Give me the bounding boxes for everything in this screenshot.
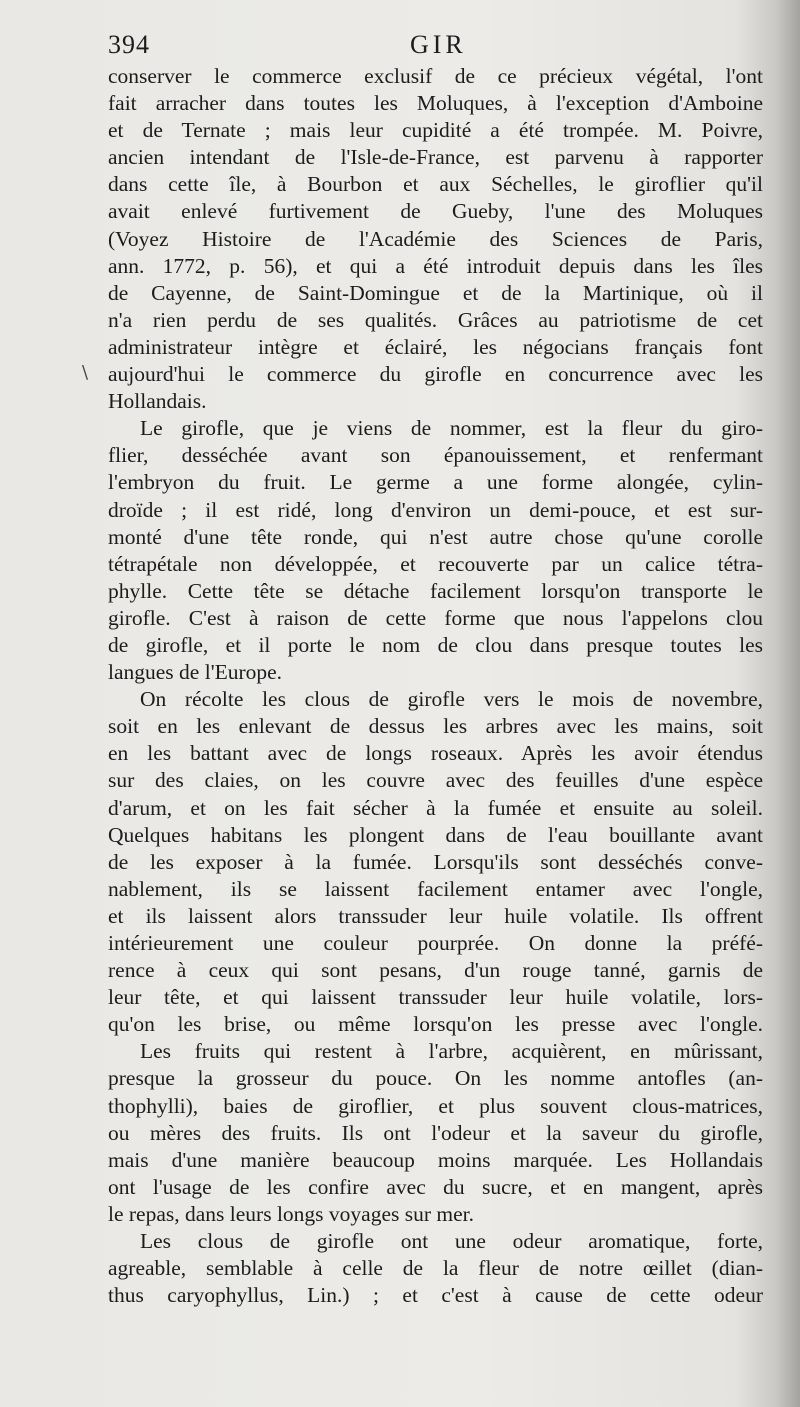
- text-line: agreable, semblable à celle de la fleur de notre œillet (dian-: [108, 1256, 763, 1281]
- text-line: ann. 1772, p. 56), et qui a été introduit depuis dans les îles: [108, 253, 763, 278]
- page-number: 394: [108, 30, 150, 59]
- text-line: mais d'une manière beaucoup moins marquée. Les Hollandais: [108, 1147, 763, 1172]
- text-line: administrateur intègre et éclairé, les négocians français font: [108, 334, 763, 359]
- text-line: droïde ; il est ridé, long d'environ un demi-pouce, et est sur-: [108, 497, 763, 522]
- text-line: de les exposer à la fumée. Lorsqu'ils sont desséchés conve-: [108, 849, 763, 874]
- margin-mark: \: [82, 362, 89, 383]
- text-line: intérieurement une couleur pourprée. On donne la préfé-: [108, 931, 763, 955]
- paragraph-end-line: langues de l'Europe.: [108, 660, 283, 685]
- text-line: conserver le commerce exclusif de ce précieux végétal, l'ont: [108, 64, 763, 88]
- text-line: aujourd'hui le commerce du girofle en concurrence avec les: [108, 362, 763, 387]
- text-line: nablement, ils se laissent facilement entamer avec l'ongle,: [108, 876, 763, 901]
- paragraph-end-line: Hollandais.: [108, 389, 207, 414]
- paragraph-end-line: le repas, dans leurs longs voyages sur mer.: [108, 1201, 475, 1226]
- text-line: thus caryophyllus, Lin.) ; et c'est à cause de cette odeur: [108, 1283, 763, 1308]
- text-line: de girofle, et il porte le nom de clou dans presque toutes les: [108, 632, 763, 657]
- text-line: ont l'usage de les confire avec du sucre, et en mangent, après: [108, 1174, 763, 1199]
- text-line: ancien intendant de l'Isle-de-France, est parvenu à rapporter: [108, 145, 763, 170]
- text-line: sur des claies, on les couvre avec des feuilles d'une espèce: [108, 768, 763, 793]
- text-line: tétrapétale non développée, et recouverte par un calice tétra-: [108, 551, 763, 576]
- running-head: GIR: [410, 30, 467, 59]
- text-line: de Cayenne, de Saint-Domingue et de la Martinique, où il: [108, 280, 763, 305]
- text-line: monté d'une tête ronde, qui n'est autre chose qu'une corolle: [108, 524, 763, 549]
- paragraph-first-line: Les fruits qui restent à l'arbre, acquièrent, en mûrissant,: [140, 1039, 763, 1064]
- text-line: flier, desséchée avant son épanouissement, et renfermant: [108, 443, 763, 468]
- text-line: (Voyez Histoire de l'Académie des Sciences de Paris,: [108, 226, 763, 251]
- text-line: et de Ternate ; mais leur cupidité a été trompée. M. Poivre,: [108, 118, 763, 143]
- text-line: en les battant avec de longs roseaux. Après les avoir étendus: [108, 741, 763, 766]
- text-line: phylle. Cette tête se détache facilement lorsqu'on transporte le: [108, 578, 763, 603]
- text-line: l'embryon du fruit. Le germe a une forme alongée, cylin-: [108, 470, 763, 495]
- text-line: dans cette île, à Bourbon et aux Séchelles, le giroflier qu'il: [108, 172, 763, 197]
- paragraph-first-line: On récolte les clous de girofle vers le mois de novembre,: [140, 687, 763, 712]
- text-line: qu'on les brise, ou même lorsqu'on les presse avec l'ongle.: [108, 1012, 763, 1037]
- page-header: [108, 30, 763, 62]
- paragraph-first-line: Le girofle, que je viens de nommer, est la fleur du giro-: [140, 416, 763, 441]
- text-line: ou mères des fruits. Ils ont l'odeur et la saveur du girofle,: [108, 1120, 763, 1145]
- text-line: rence à ceux qui sont pesans, d'un rouge tanné, garnis de: [108, 958, 763, 983]
- paragraph-first-line: Les clous de girofle ont une odeur aromatique, forte,: [140, 1229, 763, 1254]
- text-line: Quelques habitans les plongent dans de l'eau bouillante avant: [108, 822, 763, 847]
- text-line: fait arracher dans toutes les Moluques, à l'exception d'Amboine: [108, 91, 763, 116]
- text-line: n'a rien perdu de ses qualités. Grâces au patriotisme de cet: [108, 307, 763, 332]
- text-line: leur tête, et qui laissent transsuder leur huile volatile, lors-: [108, 985, 763, 1010]
- text-line: avait enlevé furtivement de Gueby, l'une des Moluques: [108, 199, 763, 224]
- body-text: [108, 63, 763, 1309]
- text-line: thophylli), baies de giroflier, et plus souvent clous-matrices,: [108, 1093, 763, 1118]
- text-line: d'arum, et on les fait sécher à la fumée et ensuite au soleil.: [108, 795, 763, 820]
- text-line: presque la grosseur du pouce. On les nomme antofles (an-: [108, 1066, 763, 1091]
- text-line: girofle. C'est à raison de cette forme que nous l'appelons clou: [108, 605, 763, 630]
- text-line: soit en les enlevant de dessus les arbres avec les mains, soit: [108, 714, 763, 739]
- text-line: et ils laissent alors transsuder leur huile volatile. Ils offrent: [108, 903, 763, 928]
